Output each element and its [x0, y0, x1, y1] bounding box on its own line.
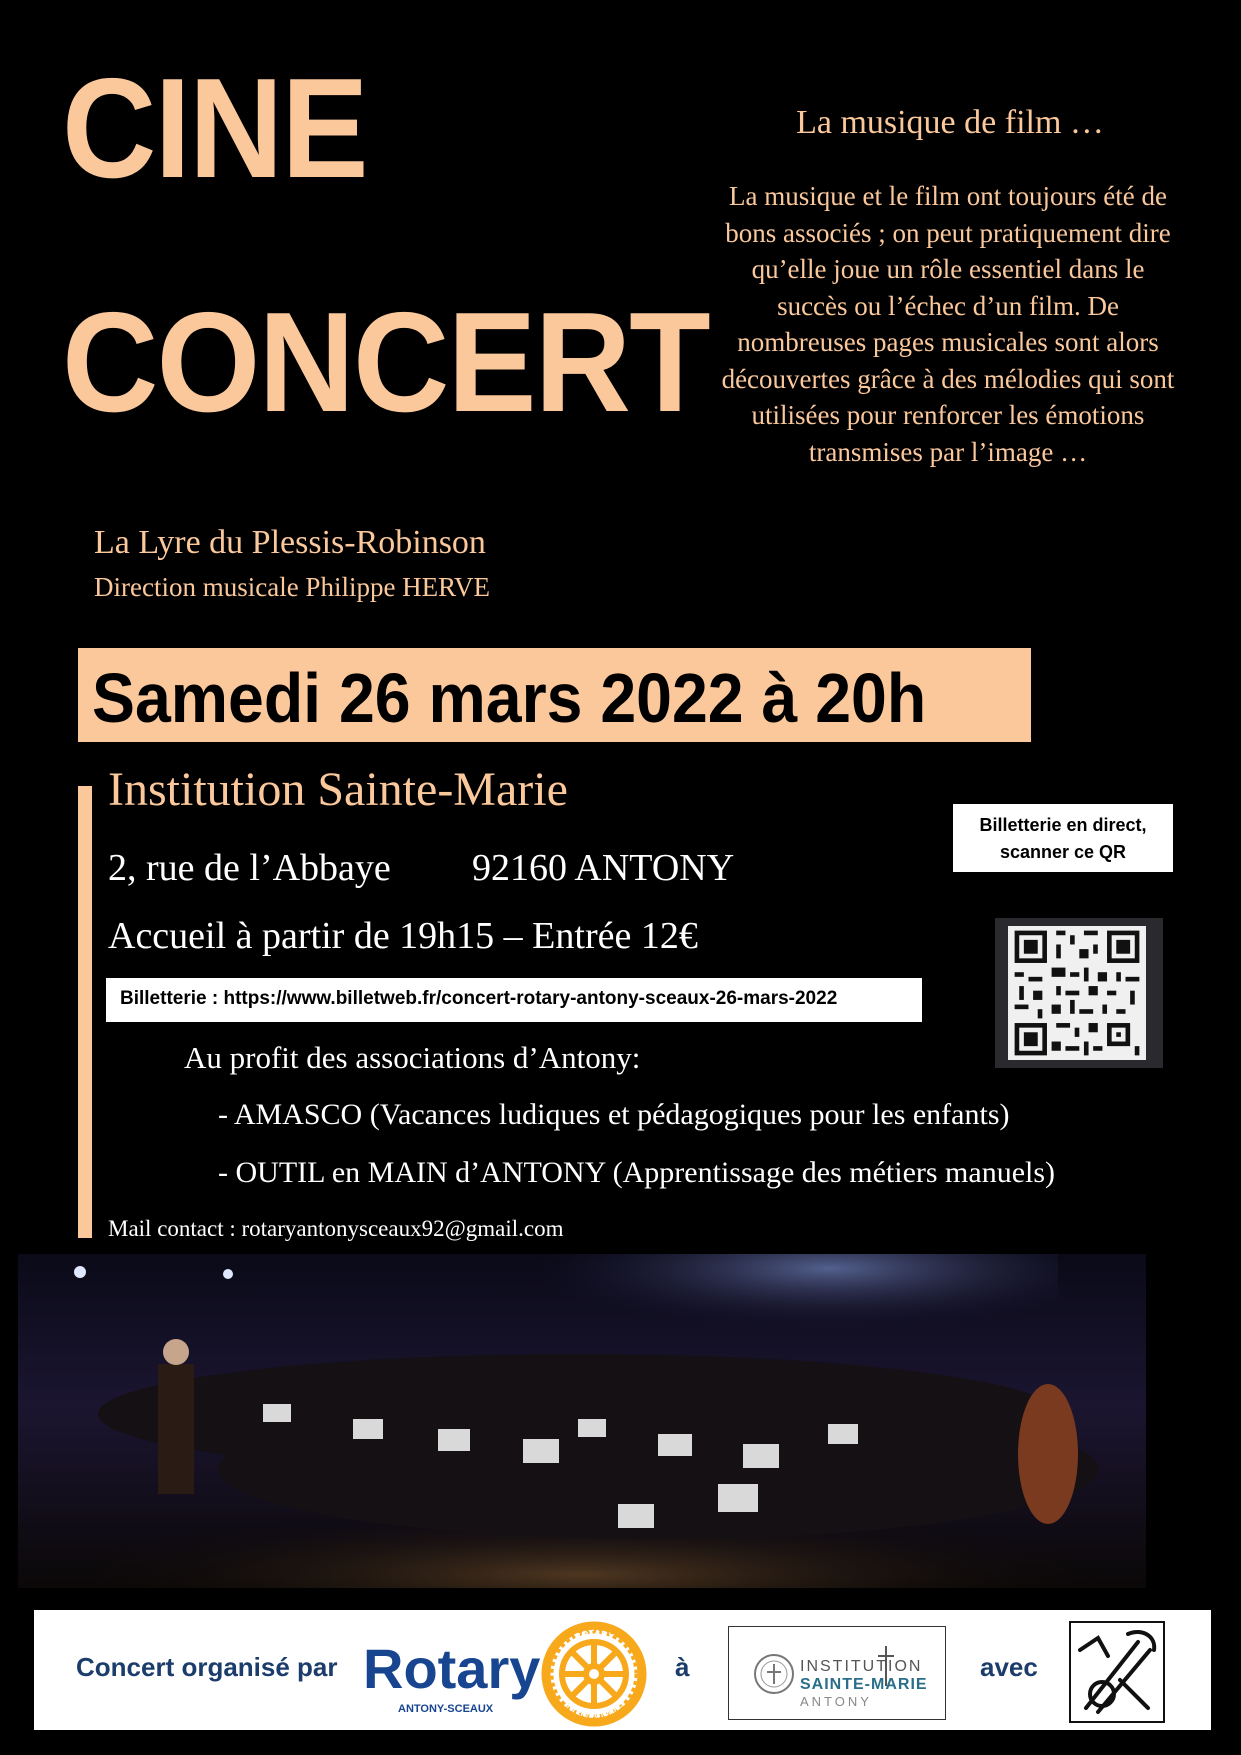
institution-seal-icon [752, 1652, 796, 1696]
benefit-item-amasco: - AMASCO (Vacances ludiques et pédagogiques pour les enfants) [218, 1098, 1010, 1131]
venue-city: 92160 ANTONY [472, 847, 735, 889]
orchestra-photo [18, 1254, 1146, 1588]
rotary-logo-word: Rotary [363, 1637, 541, 1700]
accent-bar [78, 786, 92, 1238]
benefit-item-outil-en-main: - OUTIL en MAIN d’ANTONY (Apprentissage des métiers manuels) [218, 1156, 1056, 1189]
svg-text:ROTARY: ROTARY [573, 1627, 616, 1643]
institution-logo-line-1: INSTITUTION [800, 1658, 923, 1675]
venue-name: Institution Sainte-Marie [108, 763, 568, 816]
institution-logo-line-2: SAINTE-MARIE [800, 1676, 928, 1693]
ensemble-name: La Lyre du Plessis-Robinson [94, 524, 486, 561]
reception-and-price: Accueil à partir de 19h15 – Entrée 12€ [108, 915, 698, 957]
poster-title-line-1: CINE [62, 49, 367, 208]
qr-code[interactable] [1008, 926, 1146, 1060]
ticket-url-link[interactable]: Billetterie : https://www.billetweb.fr/concert-rotary-antony-sceaux-26-mars-2022 [120, 988, 838, 1009]
svg-text:INTERNATIONAL: INTERNATIONAL [563, 1700, 625, 1721]
venue-street: 2, rue de l’Abbaye [108, 847, 391, 889]
poster-title-line-2: CONCERT [62, 283, 709, 442]
qr-note [953, 812, 1173, 866]
institution-logo-line-3: ANTONY [800, 1694, 872, 1709]
musical-direction: Direction musicale Philippe HERVE [94, 572, 491, 602]
benefit-intro: Au profit des associations d’Antony: [184, 1040, 641, 1075]
footer-organised-by: Concert organisé par [76, 1652, 338, 1682]
instruments-logo-icon [1068, 1620, 1166, 1724]
footer-with: avec [980, 1652, 1038, 1682]
qr-note-line-1: Billetterie en direct, [979, 815, 1147, 835]
intro-heading: La musique de film … [796, 104, 1104, 141]
event-date: Samedi 26 mars 2022 à 20h [92, 659, 927, 737]
contact-email[interactable]: Mail contact : rotaryantonysceaux92@gmail.com [108, 1216, 564, 1241]
qr-note-line-2: scanner ce QR [999, 842, 1127, 862]
intro-paragraph: La musique et le film ont toujours été de bons associés ; on peut pratiquement dire qu’elle joue un rôle essentiel dans le succès ou l’échec d’un film. De nombreuses pages musicales sont alors découvertes grâce à des mélodies qui sont utilisées pour renforcer les émotions transmises par l’image … [721, 181, 1175, 467]
rotary-club-name: ANTONY-SCEAUX [398, 1703, 494, 1715]
footer-at: à [675, 1652, 690, 1682]
rotary-wheel-icon [540, 1620, 648, 1728]
